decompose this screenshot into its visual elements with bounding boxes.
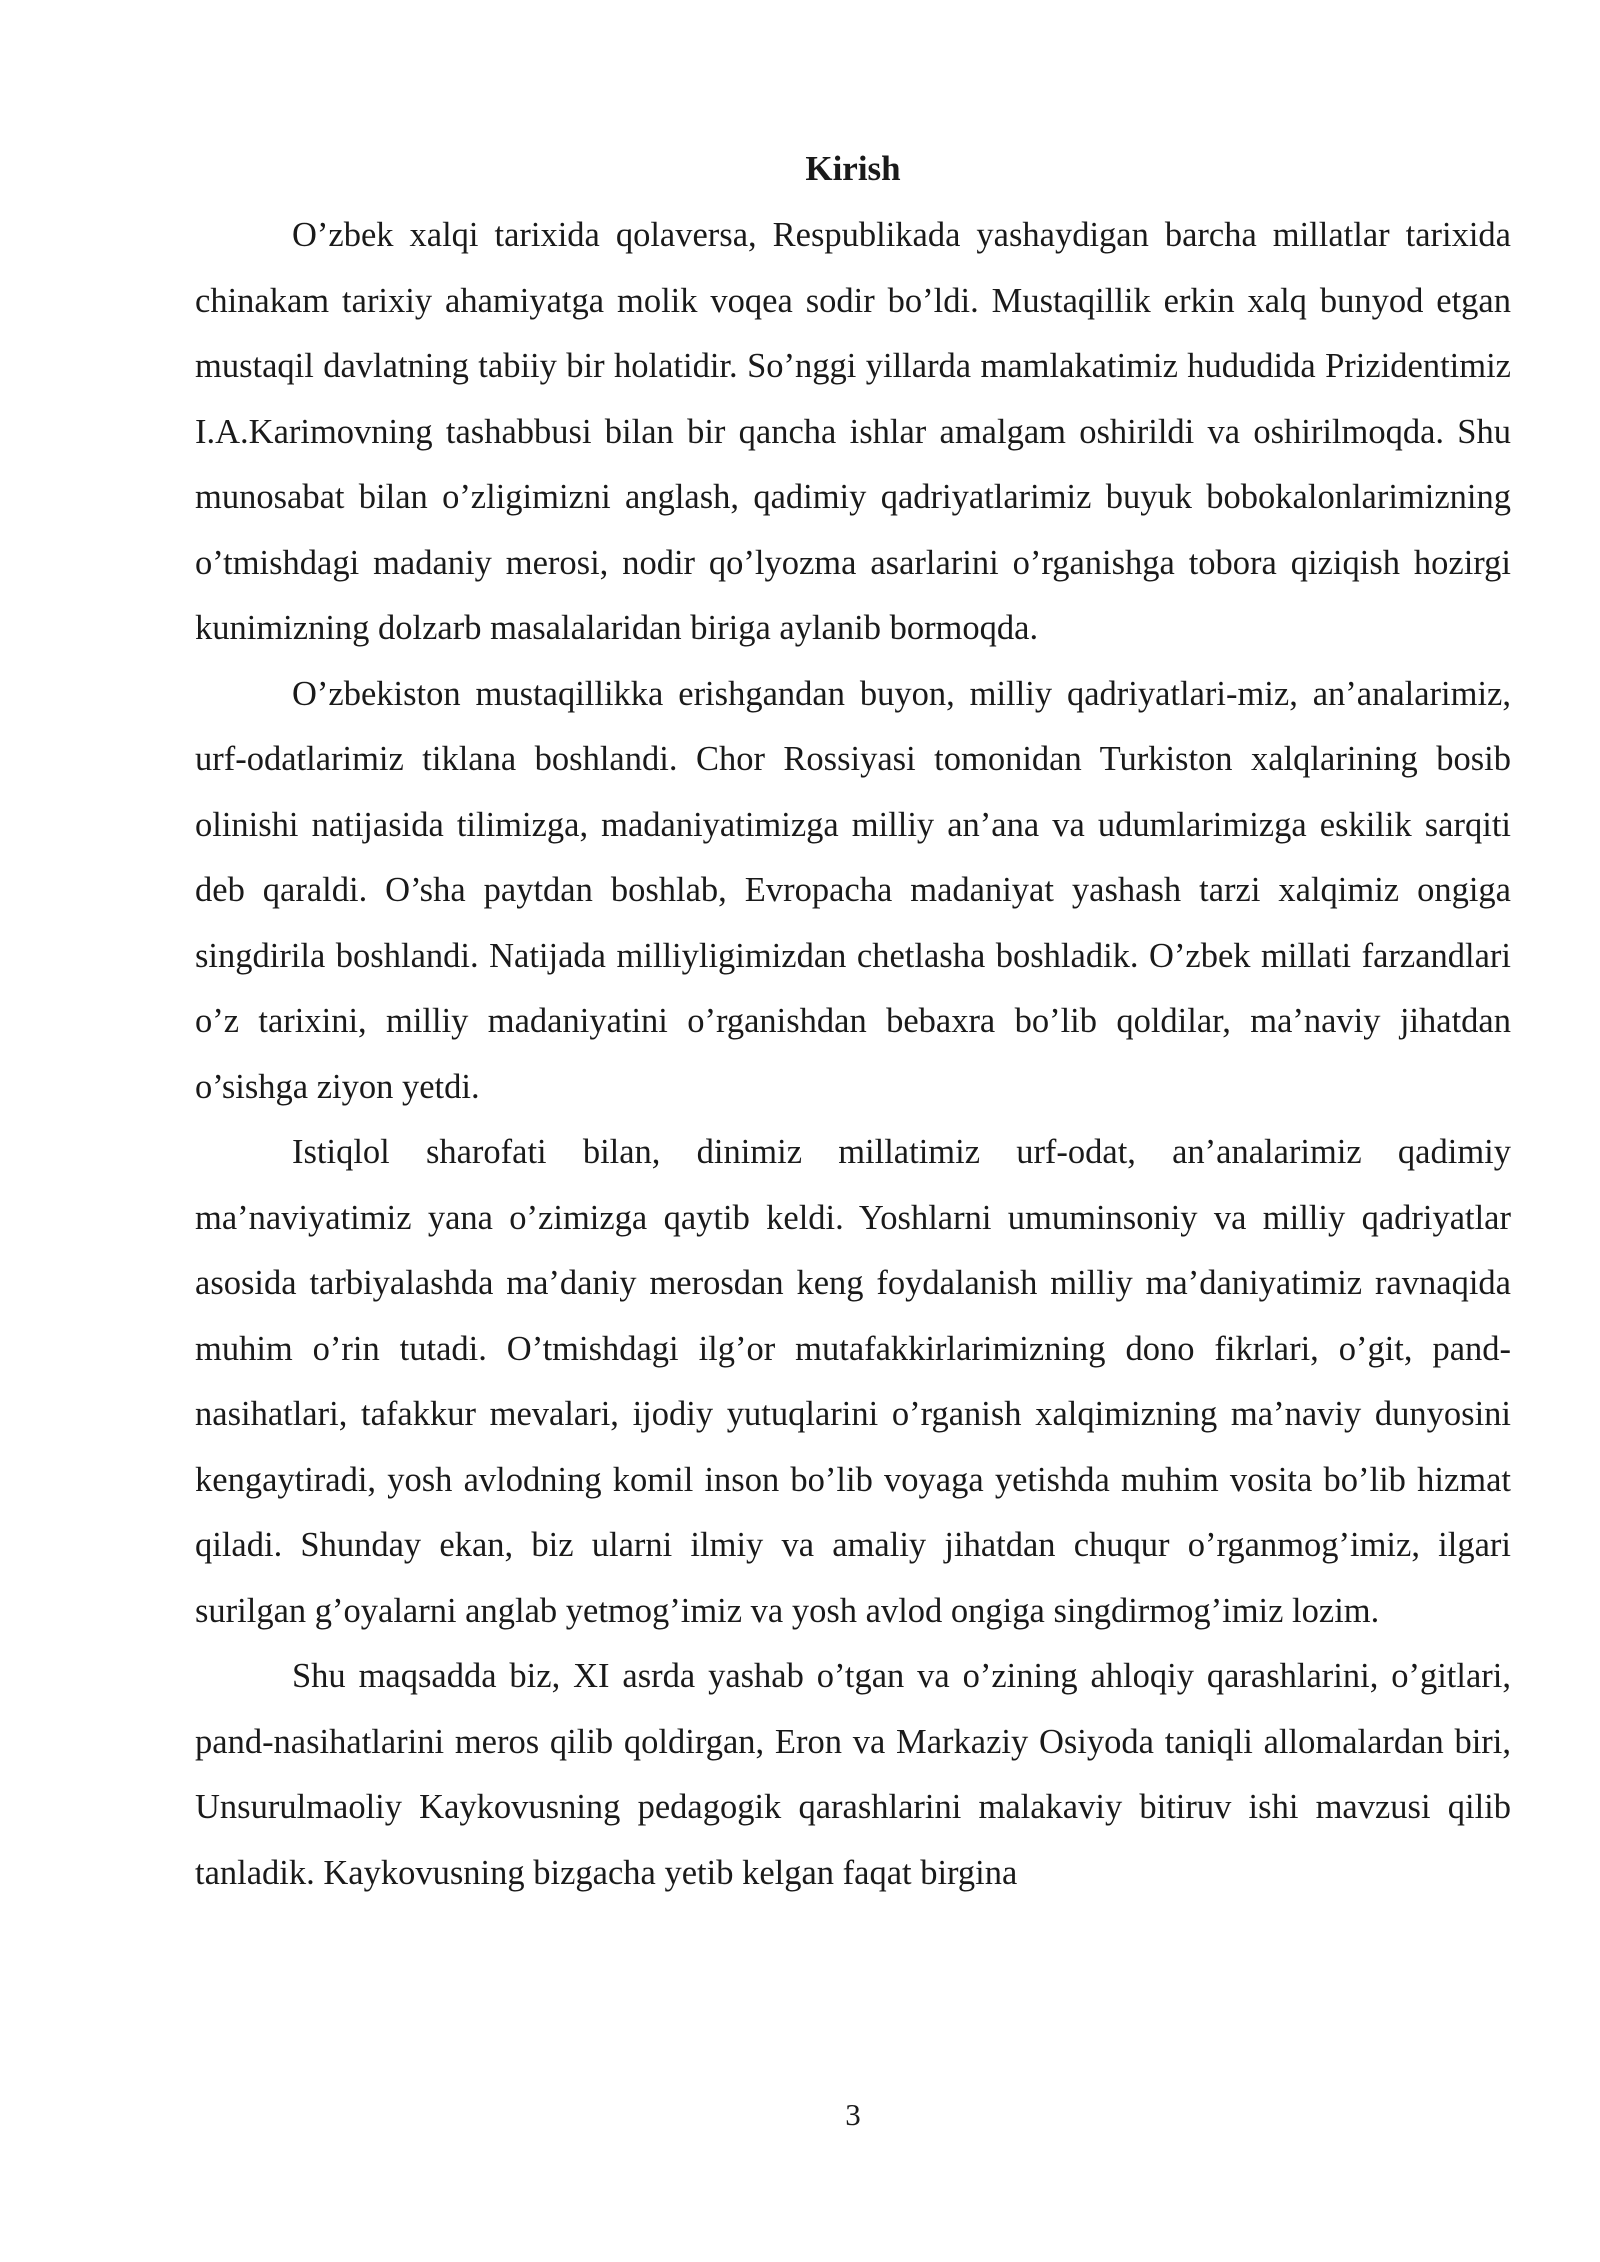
body-text (195, 203, 1511, 1906)
paragraph-3: Istiqlol sharofati bilan, dinimiz millatimiz urf-odat, an’analarimiz qadimiy ma’naviyatimiz yana o’zimizga qaytib keldi. Yoshlarni umuminsoniy va milliy qadriyatlar asosida tarbiyalashda ma’daniy merosdan keng foydalanish milliy ma’daniyatimiz ravnaqida muhim o’rin tutadi. O’tmishdagi ilg’or mutafakkirlarimizning dono fikrlari, o’git, pand-nasihatlari, tafakkur mevalari, ijodiy yutuqlarini o’rganish xalqimizning ma’naviy dunyosini kengaytiradi, yosh avlodning komil inson bo’lib voyaga yetishda muhim vosita bo’lib hizmat qiladi. Shunday ekan, biz ularni ilmiy va amaliy jihatdan chuqur o’rganmog’imiz, ilgari surilgan g’oyalarni anglab yetmog’imiz va yosh avlod ongiga singdirmog’imiz lozim. (195, 1133, 1511, 1630)
page-title: Kirish (805, 149, 901, 188)
paragraph-1: O’zbek xalqi tarixida qolaversa, Respublikada yashaydigan barcha millatlar tarixida chinakam tarixiy ahamiyatga molik voqea sodir bo’ldi. Mustaqillik erkin xalq bunyod etgan mustaqil davlatning tabiiy bir holatidir. So’nggi yillarda mamlakatimiz hududida Prizidentimiz I.A.Karimovning tashabbusi bilan bir qancha ishlar amalgam oshirildi va oshirilmoqda. Shu munosabat bilan o’zligimizni anglash, qadimiy qadriyatlarimiz buyuk bobokalonlarimizning o’tmishdagi madaniy merosi, nodir qo’lyozma asarlarini o’rganishga tobora qiziqish hozirgi kunimizning dolzarb masalalaridan biriga aylanib bormoqda. (195, 216, 1511, 647)
page-number: 3 (845, 2097, 861, 2132)
paragraph-2: O’zbekiston mustaqillikka erishgandan buyon, milliy qadriyatlari-miz, an’analarimiz, urf-odatlarimiz tiklana boshlandi. Chor Rossiyasi tomonidan Turkiston xalqlarining bosib olinishi natijasida tilimizga, madaniyatimizga milliy an’ana va udumlarimizga eskilik sarqiti deb qaraldi. O’sha paytdan boshlab, Evropacha madaniyat yashash tarzi xalqimiz ongiga singdirila boshlandi. Natijada milliyligimizdan chetlasha boshladik. O’zbek millati farzandlari o’z tarixini, milliy madaniyatini o’rganishdan bebaxra bo’lib qoldilar, ma’naviy jihatdan o’sishga ziyon yetdi. (195, 674, 1511, 1106)
paragraph-4: Shu maqsadda biz, XI asrda yashab o’tgan va o’zining ahloqiy qarashlarini, o’gitlari, pand-nasihatlarini meros qilib qoldirgan, Eron va Markaziy Osiyoda taniqli allomalardan biri, Unsurulmaoliy Kaykovusning pedagogik qarashlarini malakaviy bitiruv ishi mavzusi qilib tanladik. Kaykovusning bizgacha yetib kelgan faqat birgina (195, 1657, 1511, 1892)
